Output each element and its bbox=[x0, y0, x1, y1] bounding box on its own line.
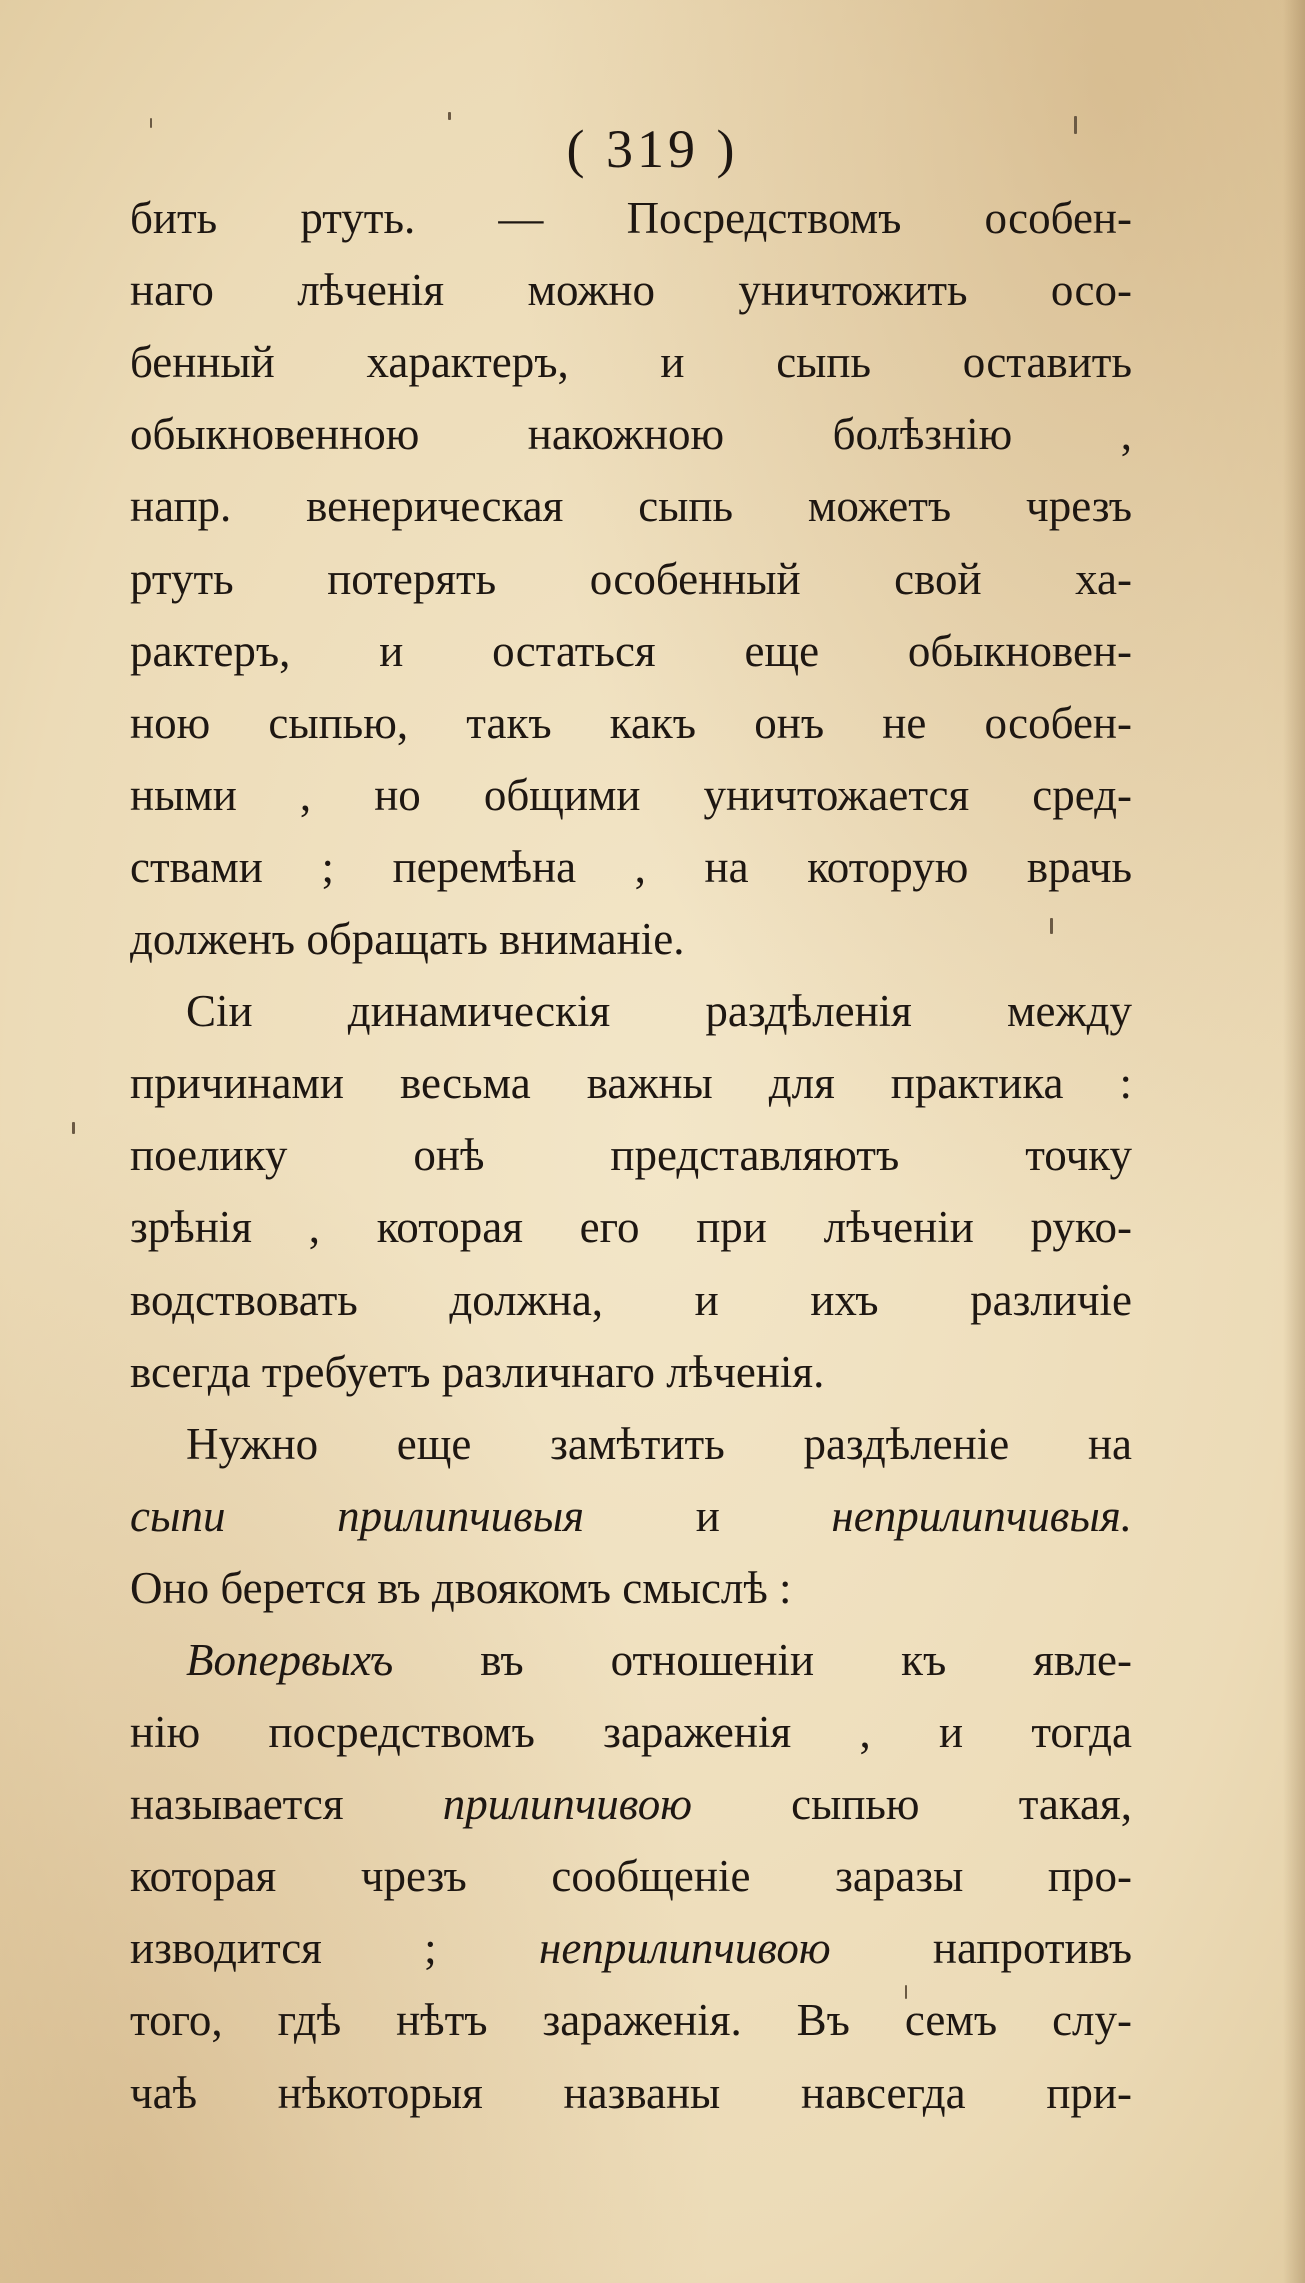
text-line bbox=[186, 1620, 1132, 1700]
text-run: ною сыпью, такъ какъ онъ не особен- bbox=[130, 698, 1132, 748]
text-run: водствовать должна, и ихъ различіе bbox=[130, 1275, 1132, 1325]
text-line bbox=[130, 178, 1132, 258]
italic-term: сыпи прилипчивыя bbox=[130, 1491, 585, 1541]
text-run: бенный характеръ, и сыпь оставить bbox=[130, 337, 1132, 387]
text-run: напр. венерическая сыпь можетъ чрезъ bbox=[130, 481, 1132, 531]
italic-term: Вопервыхъ bbox=[186, 1635, 394, 1685]
text-line bbox=[130, 394, 1132, 474]
text-run: Нужно еще замѣтить раздѣленіе на bbox=[186, 1419, 1132, 1469]
text-line bbox=[130, 322, 1132, 402]
page-edge-shadow bbox=[1283, 0, 1305, 2283]
text-run: называется bbox=[130, 1779, 443, 1829]
text-run: зрѣнія , которая его при лѣченіи руко- bbox=[130, 1202, 1132, 1252]
text-run: всегда требуетъ различнаго лѣченія. bbox=[130, 1347, 825, 1397]
text-run: причинами весьма важны для практика : bbox=[130, 1058, 1132, 1108]
text-run: сыпью такая, bbox=[691, 1779, 1132, 1829]
text-line bbox=[130, 899, 1132, 979]
text-run: обыкновенною накожною болѣзнію , bbox=[130, 409, 1132, 459]
text-line bbox=[130, 1332, 1132, 1412]
text-run: того, гдѣ нѣтъ зараженія. Въ семъ слу- bbox=[130, 1995, 1132, 2045]
italic-term: прилипчивою bbox=[442, 1779, 692, 1829]
text-line bbox=[130, 755, 1132, 835]
text-line bbox=[130, 1764, 1132, 1844]
text-line bbox=[186, 1404, 1132, 1484]
italic-term: неприлипчивыя. bbox=[831, 1491, 1132, 1541]
text-run: рактеръ, и остаться еще обыкновен- bbox=[130, 626, 1132, 676]
text-line bbox=[186, 971, 1132, 1051]
text-run: бить ртуть. — Посредствомъ особен- bbox=[130, 193, 1132, 243]
text-run: которая чрезъ сообщеніе заразы про- bbox=[130, 1851, 1132, 1901]
text-run: ными , но общими уничтожается сред- bbox=[130, 770, 1132, 820]
text-run: въ отношеніи къ явле- bbox=[393, 1635, 1132, 1685]
text-line bbox=[130, 1548, 1132, 1628]
text-line bbox=[130, 1476, 1132, 1556]
text-line bbox=[130, 250, 1132, 330]
text-line bbox=[130, 683, 1132, 763]
text-line bbox=[130, 2053, 1132, 2133]
text-line bbox=[130, 539, 1132, 619]
ink-speck bbox=[72, 1122, 75, 1134]
text-run: и bbox=[584, 1491, 832, 1541]
text-line bbox=[130, 466, 1132, 546]
text-run: долженъ обращать вниманіе. bbox=[130, 914, 685, 964]
text-run: Оно берется въ двоякомъ смыслѣ : bbox=[130, 1563, 792, 1613]
text-line bbox=[130, 827, 1132, 907]
text-run: изводится ; bbox=[130, 1923, 540, 1973]
italic-term: неприлипчивою bbox=[539, 1923, 831, 1973]
text-run: Сіи динамическія раздѣленія между bbox=[186, 986, 1132, 1036]
text-line bbox=[130, 1908, 1132, 1988]
text-run: напротивъ bbox=[830, 1923, 1132, 1973]
text-run: ствами ; перемѣна , на которую врачь bbox=[130, 842, 1132, 892]
text-run: нію посредствомъ зараженія , и тогда bbox=[130, 1707, 1132, 1757]
text-line bbox=[130, 1980, 1132, 2060]
text-line bbox=[130, 1260, 1132, 1340]
text-line bbox=[130, 611, 1132, 691]
text-line bbox=[130, 1692, 1132, 1772]
text-run: поелику онѣ представляютъ точку bbox=[130, 1130, 1132, 1180]
text-run: чаѣ нѣкоторыя названы навсегда при- bbox=[130, 2068, 1132, 2118]
text-line bbox=[130, 1836, 1132, 1916]
text-line bbox=[130, 1187, 1132, 1267]
text-run: наго лѣченія можно уничтожить осо- bbox=[130, 265, 1132, 315]
text-line bbox=[130, 1043, 1132, 1123]
text-run: ртуть потерять особенный свой ха- bbox=[130, 554, 1132, 604]
text-line bbox=[130, 1115, 1132, 1195]
page-number: ( 319 ) bbox=[566, 119, 739, 179]
